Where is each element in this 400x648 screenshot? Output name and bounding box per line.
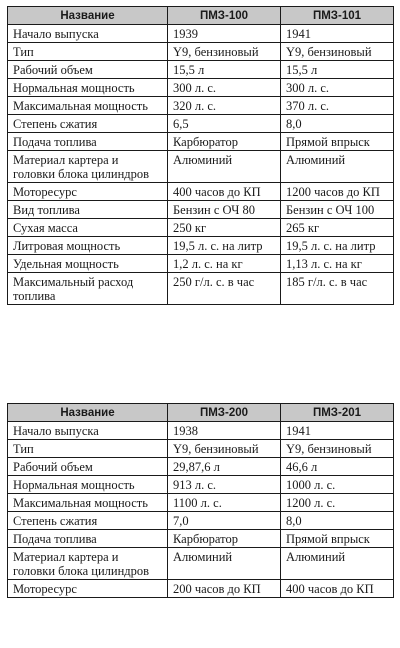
engine-a-value-cell: 300 л. с. [168, 79, 281, 97]
row-label-cell: Литровая мощность [8, 237, 168, 255]
table-row [8, 133, 394, 151]
engine-a-value-cell: 913 л. с. [168, 476, 281, 494]
row-label-cell: Степень сжатия [8, 115, 168, 133]
table-row [8, 548, 394, 580]
engine-b-value-cell: 1,13 л. с. на кг [281, 255, 394, 273]
table-row [8, 237, 394, 255]
engine-b-value-cell: 370 л. с. [281, 97, 394, 115]
engine-a-value-cell: 1939 [168, 25, 281, 43]
row-label-cell: Тип [8, 43, 168, 61]
table-row [8, 219, 394, 237]
row-label-cell: Рабочий объем [8, 61, 168, 79]
engine-b-value-cell: 46,6 л [281, 458, 394, 476]
row-label-cell: Максимальный расход топлива [8, 273, 168, 305]
engine-a-value-cell: 1100 л. с. [168, 494, 281, 512]
table-row [8, 115, 394, 133]
row-label-cell: Начало выпуска [8, 422, 168, 440]
table-row [8, 61, 394, 79]
row-label-cell: Вид топлива [8, 201, 168, 219]
table-row [8, 25, 394, 43]
engine-b-value-cell: Y9, бензиновый [281, 440, 394, 458]
row-label-cell: Моторесурс [8, 183, 168, 201]
engine-a-value-cell: 320 л. с. [168, 97, 281, 115]
engine-a-value-cell: 200 часов до КП [168, 580, 281, 598]
spec-table-pmz-200-201 [7, 403, 394, 598]
engine-a-value-cell: 15,5 л [168, 61, 281, 79]
engine-a-value-cell: Y9, бензиновый [168, 440, 281, 458]
engine-a-value-cell: 29,87,6 л [168, 458, 281, 476]
engine-a-value-cell: 1938 [168, 422, 281, 440]
header-cell-name: Название [8, 7, 168, 25]
engine-a-value-cell: 250 кг [168, 219, 281, 237]
engine-b-value-cell: Алюминий [281, 548, 394, 580]
table-row [8, 79, 394, 97]
engine-a-value-cell: 1,2 л. с. на кг [168, 255, 281, 273]
row-label-cell: Степень сжатия [8, 512, 168, 530]
row-label-cell: Удельная мощность [8, 255, 168, 273]
row-label-cell: Начало выпуска [8, 25, 168, 43]
engine-b-value-cell: 1200 часов до КП [281, 183, 394, 201]
header-cell-name: Название [8, 404, 168, 422]
table-header-row [8, 404, 394, 422]
row-label-cell: Подача топлива [8, 133, 168, 151]
engine-a-value-cell: 7,0 [168, 512, 281, 530]
engine-a-value-cell: Карбюратор [168, 133, 281, 151]
engine-a-value-cell: Бензин с ОЧ 80 [168, 201, 281, 219]
engine-b-value-cell: 19,5 л. с. на литр [281, 237, 394, 255]
row-label-cell: Нормальная мощность [8, 79, 168, 97]
spec-table-pmz-100-101 [7, 6, 394, 305]
engine-a-value-cell: 250 г/л. с. в час [168, 273, 281, 305]
engine-b-value-cell: Прямой впрыск [281, 133, 394, 151]
header-cell-engine-b: ПМЗ-201 [281, 404, 394, 422]
table-row [8, 255, 394, 273]
row-label-cell: Максимальная мощность [8, 97, 168, 115]
engine-b-value-cell: 400 часов до КП [281, 580, 394, 598]
row-label-cell: Моторесурс [8, 580, 168, 598]
row-label-cell: Нормальная мощность [8, 476, 168, 494]
table-row [8, 273, 394, 305]
engine-a-value-cell: Y9, бензиновый [168, 43, 281, 61]
engine-a-value-cell: Алюминий [168, 548, 281, 580]
table-header-row [8, 7, 394, 25]
table-row [8, 440, 394, 458]
engine-b-value-cell: Y9, бензиновый [281, 43, 394, 61]
table-row [8, 494, 394, 512]
table-row [8, 183, 394, 201]
table-body [8, 25, 394, 305]
table-row [8, 512, 394, 530]
engine-b-value-cell: Алюминий [281, 151, 394, 183]
table-row [8, 201, 394, 219]
engine-b-value-cell: 300 л. с. [281, 79, 394, 97]
table-row [8, 43, 394, 61]
engine-a-value-cell: 19,5 л. с. на литр [168, 237, 281, 255]
engine-a-value-cell: 6,5 [168, 115, 281, 133]
engine-b-value-cell: 15,5 л [281, 61, 394, 79]
engine-b-value-cell: Бензин с ОЧ 100 [281, 201, 394, 219]
table-row [8, 422, 394, 440]
engine-b-value-cell: 1941 [281, 25, 394, 43]
header-cell-engine-a: ПМЗ-100 [168, 7, 281, 25]
engine-a-value-cell: Алюминий [168, 151, 281, 183]
engine-b-value-cell: 265 кг [281, 219, 394, 237]
row-label-cell: Материал картера и головки блока цилиндров [8, 151, 168, 183]
table-row [8, 458, 394, 476]
header-cell-engine-a: ПМЗ-200 [168, 404, 281, 422]
header-cell-engine-b: ПМЗ-101 [281, 7, 394, 25]
engine-b-value-cell: 185 г/л. с. в час [281, 273, 394, 305]
engine-b-value-cell: 8,0 [281, 512, 394, 530]
engine-a-value-cell: Карбюратор [168, 530, 281, 548]
engine-b-value-cell: Прямой впрыск [281, 530, 394, 548]
row-label-cell: Рабочий объем [8, 458, 168, 476]
table-row [8, 530, 394, 548]
table-row [8, 151, 394, 183]
table-row [8, 97, 394, 115]
engine-b-value-cell: 1941 [281, 422, 394, 440]
table-row [8, 580, 394, 598]
row-label-cell: Максимальная мощность [8, 494, 168, 512]
table-row [8, 476, 394, 494]
row-label-cell: Подача топлива [8, 530, 168, 548]
engine-a-value-cell: 400 часов до КП [168, 183, 281, 201]
row-label-cell: Материал картера и головки блока цилиндров [8, 548, 168, 580]
row-label-cell: Сухая масса [8, 219, 168, 237]
table-body [8, 422, 394, 598]
row-label-cell: Тип [8, 440, 168, 458]
engine-b-value-cell: 8,0 [281, 115, 394, 133]
engine-b-value-cell: 1000 л. с. [281, 476, 394, 494]
engine-b-value-cell: 1200 л. с. [281, 494, 394, 512]
